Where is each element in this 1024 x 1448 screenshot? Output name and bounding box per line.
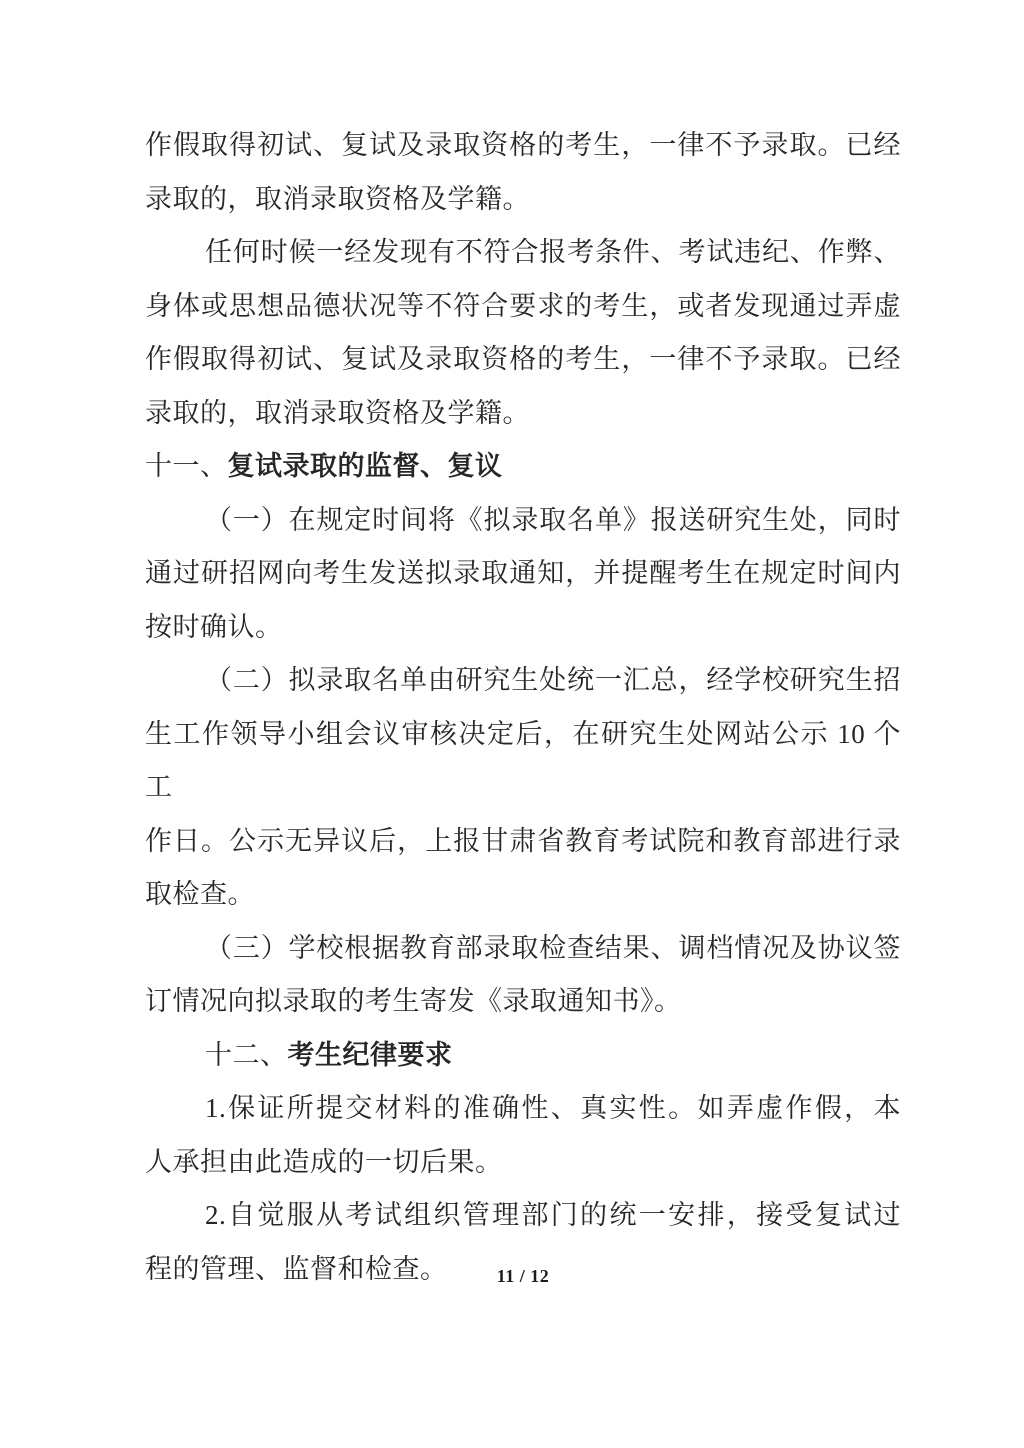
text-line: 取检查。 [145,879,255,909]
heading-number: 十二、 [205,1039,288,1070]
paragraph [145,922,901,1029]
paragraph [145,119,901,226]
text-line: （二）拟录取名单由研究生处统一汇总，经学校研究生招 [205,665,901,695]
section-heading-11 [145,440,901,494]
text-line: 任何时候一经发现有不符合报考条件、考试违纪、作弊、 [205,237,901,267]
heading-title: 复试录取的监督、复议 [227,451,503,481]
text-line: （三）学校根据教育部录取检查结果、调档情况及协议签 [205,932,901,963]
text-line: 按时确认。 [145,611,283,642]
document-content [145,119,901,1296]
text-line: 订情况向拟录取的考生寄发《录取通知书》。 [145,986,682,1016]
text-line: 身体或思想品德状况等不符合要求的考生，或者发现通过弄虚 [145,290,901,321]
section-heading-12 [145,1029,901,1083]
text-line: 作假取得初试、复试及录取资格的考生，一律不予录取。已经 [145,130,901,160]
text-line: 通过研招网向考生发送拟录取通知，并提醒考生在规定时间内 [145,558,901,588]
text-line: 录取的，取消录取资格及学籍。 [145,183,530,214]
text-line: 录取的，取消录取资格及学籍。 [145,397,530,428]
heading-number: 十一、 [145,451,228,481]
heading-title: 考生纪律要求 [287,1039,453,1070]
text-line: （一）在规定时间将《拟录取名单》报送研究生处，同时 [205,504,901,535]
paragraph [145,1082,901,1189]
text-line: 人承担由此造成的一切后果。 [145,1146,503,1177]
text-line: 作假取得初试、复试及录取资格的考生，一律不予录取。已经 [145,344,901,374]
text-line: 1.保证所提交材料的准确性、真实性。如弄虚作假，本 [205,1093,901,1123]
text-line: 程的管理、监督和检查。 [145,1253,448,1284]
text-line: 生工作领导小组会议审核决定后，在研究生处网站公示 10 个工 [145,718,901,802]
paragraph [145,654,901,922]
text-line: 2.自觉服从考试组织管理部门的统一安排，接受复试过 [205,1200,901,1230]
paragraph [145,226,901,440]
text-line: 作日。公示无异议后，上报甘肃省教育考试院和教育部进行录 [145,825,901,856]
paragraph [145,494,901,655]
page-footer [145,1266,901,1287]
page-number: 11 / 12 [496,1266,550,1286]
